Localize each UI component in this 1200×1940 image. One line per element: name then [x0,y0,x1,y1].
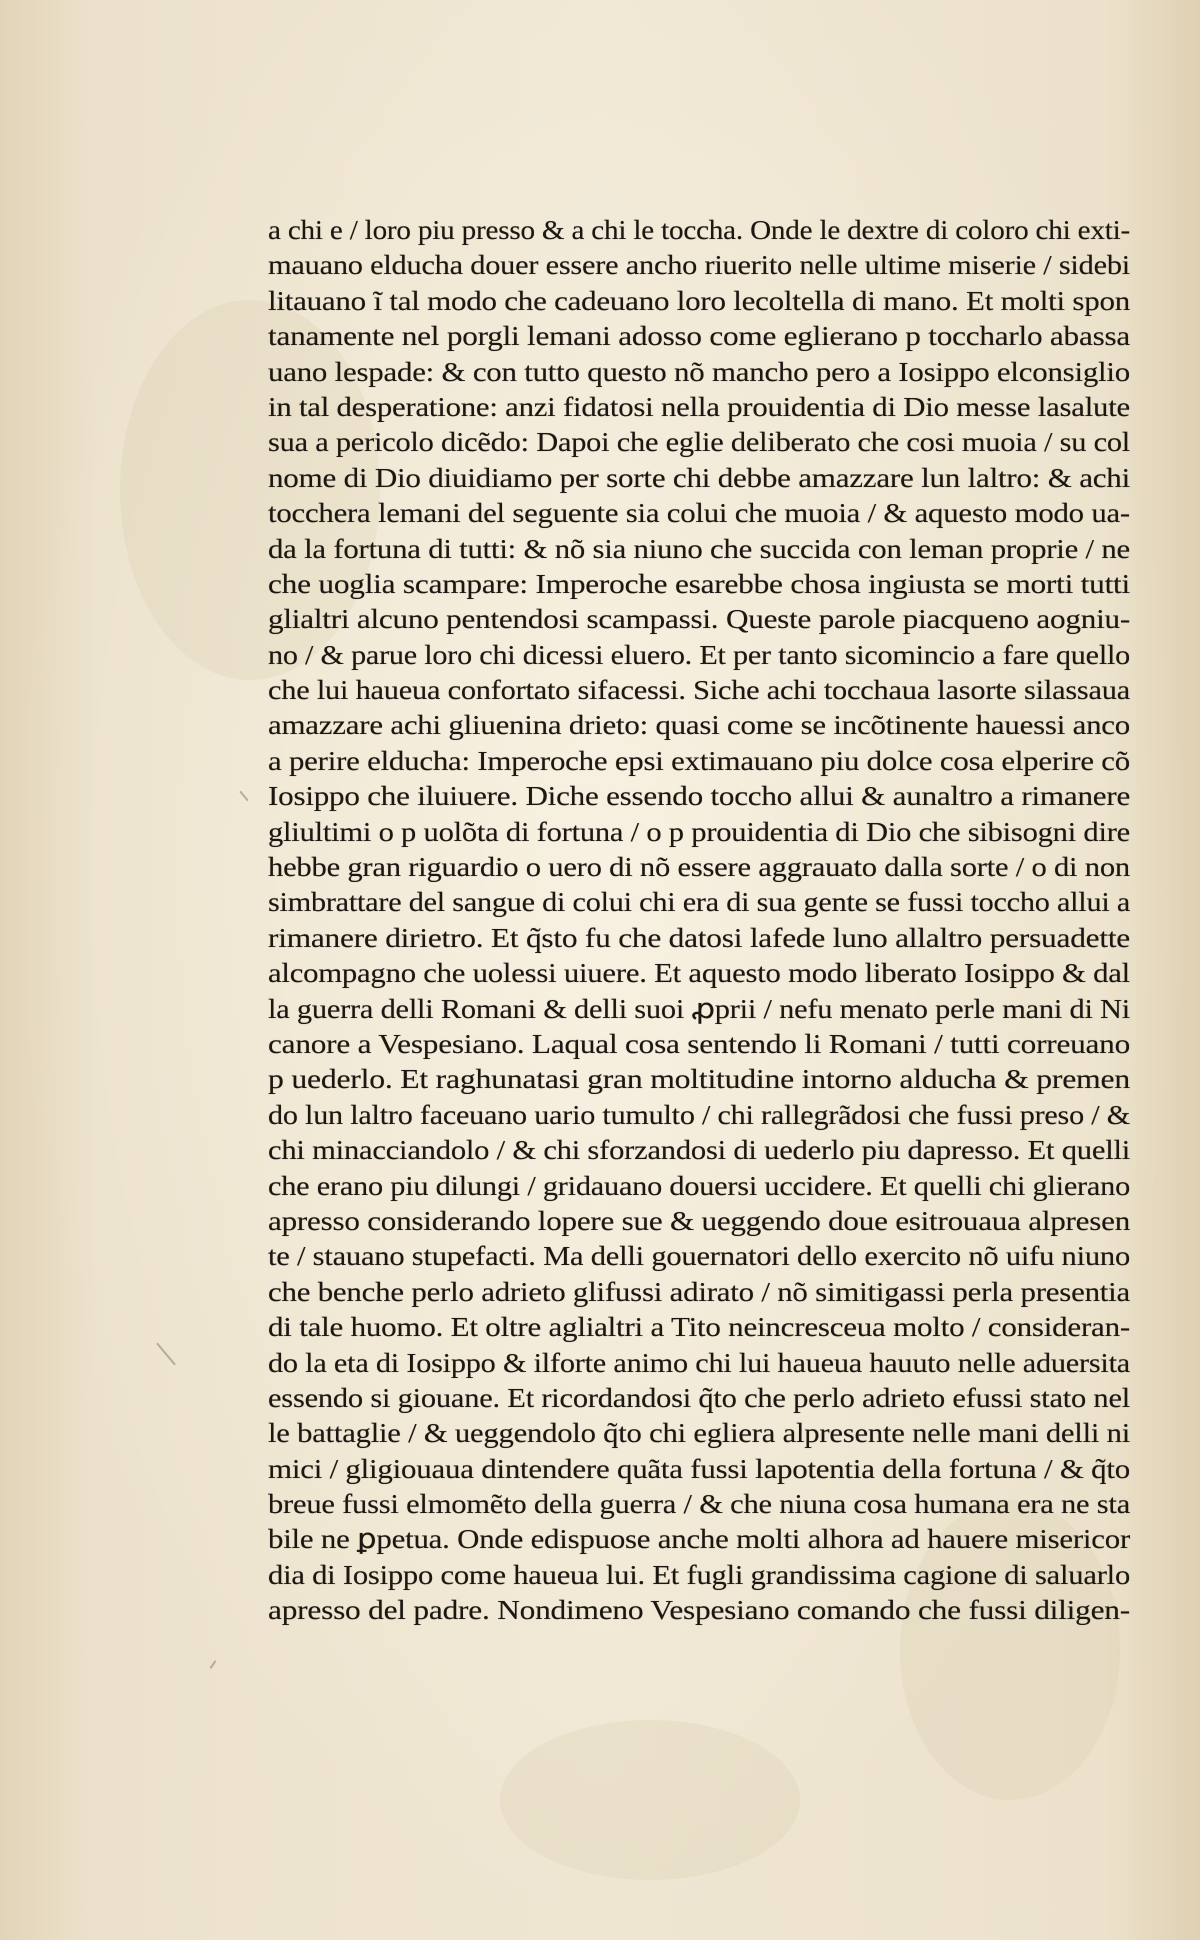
text-line: mauano elducha douer essere ancho riuerito nelle ultime miserie / sidebi [268,249,1131,281]
text-line: no / & parue loro chi dicessi eluero. Et per tanto sicomincio a fare quello [268,638,1130,670]
text-line: che erano piu dilungi / gridauano douersi uccidere. Et quelli chi glierano [268,1169,1131,1201]
text-line: tanamente nel porgli lemani adosso come eglierano p toccharlo abassa [268,320,1131,352]
text-line: litauano ĩ tal modo che cadeuano loro lecoltella di mano. Et molti spon [268,284,1130,316]
printed-text-block [268,212,1130,1628]
text-line: che uoglia scampare: Imperoche esarebbe chosa ingiusta se morti tutti [268,567,1131,599]
text-line: sua a pericolo dicẽdo: Dapoi che eglie deliberato che cosi muoia / su col [268,426,1131,458]
text-line: Iosippo che iluiuere. Diche essendo toccho allui & aunaltro a rimanere [268,780,1131,812]
text-line: glialtri alcuno pentendosi scampassi. Queste parole piacqueno aogniu- [268,603,1131,635]
text-line: canore a Vespesiano. Laqual cosa sentendo li Romani / tutti correuano [268,1027,1131,1059]
text-line: a perire elducha: Imperoche epsi extimauano piu dolce cosa elperire cõ [268,744,1130,776]
text-line: la guerra delli Romani & delli suoi ꝓprii / nefu menato perle mani di Ni [268,992,1131,1024]
text-line: essendo si giouane. Et ricordandosi q̃to che perlo adrieto efussi stato nel [268,1381,1131,1413]
text-line: do lun laltro faceuano uario tumulto / chi rallegrãdosi che fussi preso / & [268,1098,1130,1130]
text-line: uano lespade: & con tutto questo nõ mancho pero a Iosippo elconsiglio [268,355,1130,387]
text-line: bile ne ꝑpetua. Onde edispuose anche molti alhora ad hauere misericor [268,1523,1131,1555]
text-line: amazzare achi gliuenina drieto: quasi come se incõtinente hauessi anco [268,709,1131,741]
margin-mark [239,791,248,801]
text-line: che lui haueua confortato sifacessi. Siche achi tocchaua lasorte silassaua [268,674,1130,706]
text-line: che benche perlo adrieto glifussi adirato / nõ simitigassi perla presentia [268,1275,1131,1307]
text-line: te / stauano stupefacti. Ma delli gouernatori dello exercito nõ uifu niuno [268,1240,1131,1272]
text-line: apresso considerando lopere sue & ueggendo doue esitrouaua alpresen [268,1204,1131,1236]
text-line: tocchera lemani del seguente sia colui che muoia / & aquesto modo ua- [268,497,1130,529]
text-line: le battaglie / & ueggendolo q̃to chi egliera alpresente nelle mani delli ni [268,1417,1131,1449]
text-line: chi minacciandolo / & chi sforzandosi di uederlo piu dapresso. Et quelli [268,1134,1131,1166]
text-line: p uederlo. Et raghunatasi gran moltitudine intorno alducha & premen [268,1063,1130,1095]
text-line: in tal desperatione: anzi fidatosi nella prouidentia di Dio messe lasalute [268,390,1130,422]
text-line: nome di Dio diuidiamo per sorte chi debbe amazzare lun laltro: & achi [268,461,1131,493]
text-line: breue fussi elmomẽto della guerra / & che niuna cosa humana era ne sta [268,1488,1131,1520]
text-line: apresso del padre. Nondimeno Vespesiano comando che fussi diligen- [268,1594,1130,1626]
paper-stain [500,1720,800,1880]
margin-mark [210,1660,217,1669]
text-line: alcompagno che uolessi uiuere. Et aquesto modo liberato Iosippo & dal [268,957,1130,989]
text-line: da la fortuna di tutti: & nõ sia niuno che succida con leman proprie / ne [268,532,1130,564]
text-line: rimanere dirietro. Et q̃sto fu che datosi lafede luno allaltro persuadette [268,921,1130,953]
text-line: dia di Iosippo come haueua lui. Et fugli grandissima cagione di saluarlo [268,1558,1131,1590]
margin-mark [156,1343,176,1366]
text-line: simbrattare del sangue di colui chi era di sua gente se fussi toccho allui a [268,886,1131,918]
text-line: do la eta di Iosippo & ilforte animo chi lui haueua hauuto nelle aduersita [268,1346,1131,1378]
text-line: gliultimi o p uolõta di fortuna / o p prouidentia di Dio che sibisogni dire [268,815,1130,847]
text-line: di tale huomo. Et oltre aglialtri a Tito neincresceua molto / consideran- [268,1311,1130,1343]
text-line: mici / gligiouaua dintendere quãta fussi lapotentia della fortuna / & q̃to [268,1452,1131,1484]
text-line: a chi e / loro piu presso & a chi le toccha. Onde le dextre di coloro chi exti- [268,214,1130,245]
text-line: hebbe gran riguardio o uero di nõ essere aggrauato dalla sorte / o di non [268,851,1130,883]
